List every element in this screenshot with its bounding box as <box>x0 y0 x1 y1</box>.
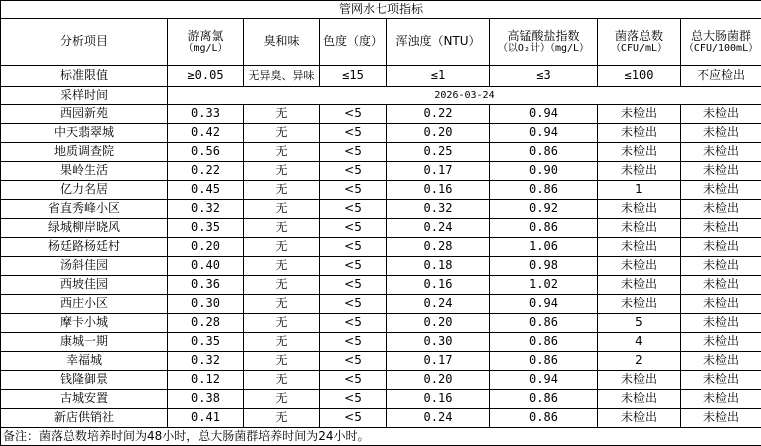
limit-label: 标准限值 <box>1 66 168 87</box>
header-row <box>1 19 761 66</box>
cell-colony-count: 4 <box>598 333 681 352</box>
table-row <box>1 352 761 371</box>
cell-odor-taste: 无 <box>244 124 320 143</box>
cell-site: 亿力名居 <box>1 181 168 200</box>
cell-colony-count: 未检出 <box>598 162 681 181</box>
cell-site: 钱隆御景 <box>1 371 168 390</box>
cell-permanganate: 0.94 <box>490 124 598 143</box>
header-colony-count: 菌落总数 （CFU/mL） <box>598 19 681 66</box>
cell-color: <5 <box>320 162 387 181</box>
cell-total-coliforms: 未检出 <box>681 371 761 390</box>
cell-odor-taste: 无 <box>244 276 320 295</box>
table-row <box>1 181 761 200</box>
cell-odor-taste: 无 <box>244 409 320 428</box>
cell-colony-count: 未检出 <box>598 390 681 409</box>
cell-free-chlorine: 0.36 <box>168 276 244 295</box>
cell-site: 幸福城 <box>1 352 168 371</box>
cell-turbidity: 0.24 <box>387 295 490 314</box>
header-odor-taste: 臭和味 <box>244 19 320 66</box>
cell-turbidity: 0.24 <box>387 219 490 238</box>
cell-odor-taste: 无 <box>244 314 320 333</box>
cell-permanganate: 0.98 <box>490 257 598 276</box>
cell-permanganate: 0.86 <box>490 333 598 352</box>
cell-permanganate: 0.90 <box>490 162 598 181</box>
cell-colony-count: 1 <box>598 181 681 200</box>
cell-total-coliforms: 未检出 <box>681 181 761 200</box>
table-title: 管网水七项指标 <box>1 1 761 19</box>
cell-free-chlorine: 0.56 <box>168 143 244 162</box>
cell-free-chlorine: 0.32 <box>168 352 244 371</box>
cell-turbidity: 0.24 <box>387 409 490 428</box>
header-total-coliforms: 总大肠菌群 （CFU/100mL） <box>681 19 761 66</box>
table-body <box>1 1 761 446</box>
cell-colony-count: 2 <box>598 352 681 371</box>
cell-total-coliforms: 未检出 <box>681 143 761 162</box>
cell-free-chlorine: 0.12 <box>168 371 244 390</box>
cell-odor-taste: 无 <box>244 371 320 390</box>
cell-free-chlorine: 0.20 <box>168 238 244 257</box>
cell-colony-count: 未检出 <box>598 238 681 257</box>
cell-turbidity: 0.17 <box>387 162 490 181</box>
cell-total-coliforms: 未检出 <box>681 162 761 181</box>
cell-color: <5 <box>320 105 387 124</box>
cell-free-chlorine: 0.41 <box>168 409 244 428</box>
cell-total-coliforms: 未检出 <box>681 238 761 257</box>
cell-turbidity: 0.25 <box>387 143 490 162</box>
cell-permanganate: 1.02 <box>490 276 598 295</box>
cell-total-coliforms: 未检出 <box>681 409 761 428</box>
cell-site: 中天翡翠城 <box>1 124 168 143</box>
cell-total-coliforms: 未检出 <box>681 314 761 333</box>
limit-turbidity: ≤1 <box>387 66 490 87</box>
cell-color: <5 <box>320 238 387 257</box>
cell-colony-count: 未检出 <box>598 276 681 295</box>
cell-site: 果岭生活 <box>1 162 168 181</box>
cell-odor-taste: 无 <box>244 105 320 124</box>
header-turbidity: 浑浊度（NTU） <box>387 19 490 66</box>
cell-odor-taste: 无 <box>244 295 320 314</box>
cell-site: 康城一期 <box>1 333 168 352</box>
table-row <box>1 390 761 409</box>
cell-permanganate: 0.86 <box>490 390 598 409</box>
table-row <box>1 371 761 390</box>
cell-turbidity: 0.20 <box>387 371 490 390</box>
cell-color: <5 <box>320 314 387 333</box>
cell-colony-count: 未检出 <box>598 124 681 143</box>
cell-site: 省直秀峰小区 <box>1 200 168 219</box>
sampling-label: 采样时间 <box>1 87 168 105</box>
cell-free-chlorine: 0.30 <box>168 295 244 314</box>
cell-colony-count: 未检出 <box>598 105 681 124</box>
cell-odor-taste: 无 <box>244 390 320 409</box>
cell-permanganate: 0.86 <box>490 409 598 428</box>
table-row <box>1 162 761 181</box>
cell-free-chlorine: 0.32 <box>168 200 244 219</box>
limit-permanganate: ≤3 <box>490 66 598 87</box>
cell-odor-taste: 无 <box>244 352 320 371</box>
table-row <box>1 219 761 238</box>
cell-permanganate: 0.92 <box>490 200 598 219</box>
limit-colony-count: ≤100 <box>598 66 681 87</box>
cell-turbidity: 0.17 <box>387 352 490 371</box>
cell-colony-count: 5 <box>598 314 681 333</box>
cell-color: <5 <box>320 390 387 409</box>
cell-total-coliforms: 未检出 <box>681 105 761 124</box>
cell-permanganate: 0.86 <box>490 181 598 200</box>
cell-color: <5 <box>320 352 387 371</box>
cell-colony-count: 未检出 <box>598 143 681 162</box>
sampling-date: 2026-03-24 <box>168 87 761 105</box>
table-row <box>1 105 761 124</box>
cell-site: 西园新苑 <box>1 105 168 124</box>
table-row <box>1 200 761 219</box>
cell-color: <5 <box>320 219 387 238</box>
table-row <box>1 238 761 257</box>
limit-color: ≤15 <box>320 66 387 87</box>
cell-colony-count: 未检出 <box>598 200 681 219</box>
title-row <box>1 1 761 19</box>
table-row <box>1 314 761 333</box>
cell-odor-taste: 无 <box>244 333 320 352</box>
cell-free-chlorine: 0.40 <box>168 257 244 276</box>
sampling-row <box>1 87 761 105</box>
cell-site: 西庄小区 <box>1 295 168 314</box>
cell-odor-taste: 无 <box>244 200 320 219</box>
cell-free-chlorine: 0.28 <box>168 314 244 333</box>
cell-total-coliforms: 未检出 <box>681 219 761 238</box>
cell-color: <5 <box>320 181 387 200</box>
header-free-chlorine: 游离氯 （mg/L） <box>168 19 244 66</box>
cell-turbidity: 0.18 <box>387 257 490 276</box>
cell-turbidity: 0.16 <box>387 181 490 200</box>
header-permanganate-index: 高锰酸盐指数 （以O₂计）（mg/L） <box>490 19 598 66</box>
cell-permanganate: 0.94 <box>490 295 598 314</box>
cell-permanganate: 1.06 <box>490 238 598 257</box>
header-analysis-item: 分析项目 <box>1 19 168 66</box>
cell-odor-taste: 无 <box>244 219 320 238</box>
cell-site: 杨廷路杨廷村 <box>1 238 168 257</box>
cell-permanganate: 0.86 <box>490 352 598 371</box>
cell-total-coliforms: 未检出 <box>681 352 761 371</box>
cell-site: 摩卡小城 <box>1 314 168 333</box>
cell-site: 汤斜佳园 <box>1 257 168 276</box>
cell-colony-count: 未检出 <box>598 409 681 428</box>
cell-site: 新店供销社 <box>1 409 168 428</box>
cell-odor-taste: 无 <box>244 162 320 181</box>
cell-total-coliforms: 未检出 <box>681 257 761 276</box>
cell-odor-taste: 无 <box>244 143 320 162</box>
cell-colony-count: 未检出 <box>598 295 681 314</box>
cell-colony-count: 未检出 <box>598 219 681 238</box>
cell-turbidity: 0.16 <box>387 276 490 295</box>
cell-total-coliforms: 未检出 <box>681 276 761 295</box>
cell-turbidity: 0.16 <box>387 390 490 409</box>
cell-total-coliforms: 未检出 <box>681 333 761 352</box>
table-row <box>1 257 761 276</box>
cell-color: <5 <box>320 371 387 390</box>
cell-free-chlorine: 0.35 <box>168 333 244 352</box>
cell-permanganate: 0.86 <box>490 219 598 238</box>
cell-permanganate: 0.86 <box>490 314 598 333</box>
cell-free-chlorine: 0.35 <box>168 219 244 238</box>
cell-turbidity: 0.22 <box>387 105 490 124</box>
cell-turbidity: 0.30 <box>387 333 490 352</box>
cell-total-coliforms: 未检出 <box>681 124 761 143</box>
cell-odor-taste: 无 <box>244 238 320 257</box>
cell-total-coliforms: 未检出 <box>681 390 761 409</box>
table-row <box>1 295 761 314</box>
cell-site: 古城安置 <box>1 390 168 409</box>
cell-free-chlorine: 0.45 <box>168 181 244 200</box>
limit-total-coliforms: 不应检出 <box>681 66 761 87</box>
note-row <box>1 428 761 446</box>
cell-colony-count: 未检出 <box>598 257 681 276</box>
cell-site: 西坡佳园 <box>1 276 168 295</box>
cell-permanganate: 0.94 <box>490 105 598 124</box>
cell-odor-taste: 无 <box>244 181 320 200</box>
cell-turbidity: 0.20 <box>387 314 490 333</box>
cell-turbidity: 0.32 <box>387 200 490 219</box>
cell-color: <5 <box>320 143 387 162</box>
cell-color: <5 <box>320 276 387 295</box>
cell-site: 地质调查院 <box>1 143 168 162</box>
header-color: 色度（度） <box>320 19 387 66</box>
cell-permanganate: 0.86 <box>490 143 598 162</box>
cell-color: <5 <box>320 409 387 428</box>
table-row <box>1 143 761 162</box>
cell-free-chlorine: 0.38 <box>168 390 244 409</box>
cell-color: <5 <box>320 200 387 219</box>
cell-total-coliforms: 未检出 <box>681 200 761 219</box>
cell-free-chlorine: 0.42 <box>168 124 244 143</box>
cell-turbidity: 0.20 <box>387 124 490 143</box>
cell-colony-count: 未检出 <box>598 371 681 390</box>
limit-free-chlorine: ≥0.05 <box>168 66 244 87</box>
table-row <box>1 333 761 352</box>
cell-color: <5 <box>320 333 387 352</box>
cell-color: <5 <box>320 124 387 143</box>
cell-color: <5 <box>320 257 387 276</box>
table-row <box>1 124 761 143</box>
table-row <box>1 409 761 428</box>
cell-site: 绿城柳岸晓风 <box>1 219 168 238</box>
cell-free-chlorine: 0.22 <box>168 162 244 181</box>
cell-total-coliforms: 未检出 <box>681 295 761 314</box>
cell-odor-taste: 无 <box>244 257 320 276</box>
table-row <box>1 276 761 295</box>
note-text: 备注：菌落总数培养时间为48小时，总大肠菌群培养时间为24小时。 <box>1 428 761 446</box>
cell-permanganate: 0.94 <box>490 371 598 390</box>
limit-odor-taste: 无异臭、异味 <box>244 66 320 87</box>
cell-color: <5 <box>320 295 387 314</box>
cell-free-chlorine: 0.33 <box>168 105 244 124</box>
cell-turbidity: 0.28 <box>387 238 490 257</box>
limit-row <box>1 66 761 87</box>
